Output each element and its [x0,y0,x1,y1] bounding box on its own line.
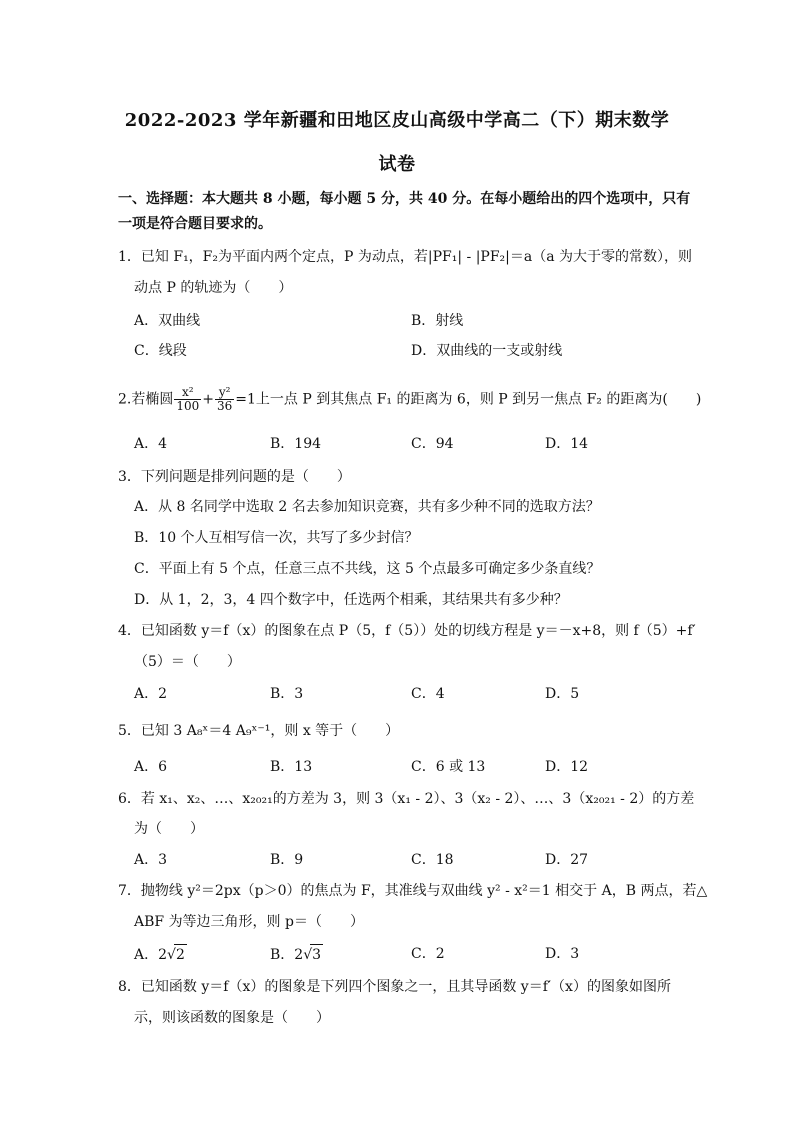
sqrt-icon: √ [167,947,176,963]
q6-stem-line2: 为（ ） [134,821,204,837]
sqrt-icon: √ [303,947,313,963]
q1-stem-line2: 动点 P 的轨迹为（ ） [134,280,293,296]
q2-frac1-numerator: x² [174,386,201,400]
q2-frac1-denominator: 100 [176,399,200,413]
q4-option-a: A．2 [134,686,168,702]
exam-title-line2: 试卷 [378,154,416,175]
q7-option-d: D．3 [545,946,580,962]
q1-option-c: C．线段 [134,343,187,359]
q7-option-b-prefix: B．2 [270,947,304,963]
q2-prefix: 2.若椭圆 [118,391,174,408]
q6-stem-line1: 6．若 x₁、x₂、…、x₂₀₂₁的方差为 3，则 3（x₁ - 2）、3（x₂ - 2）、…、3（x₂₀₂₁ - 2）的方差 [118,791,695,807]
q7-stem-line2: ABF 为等边三角形，则 p＝（ ） [134,914,364,930]
q1-option-d: D．双曲线的一支或射线 [411,343,563,359]
q3-option-c: C．平面上有 5 个点，任意三点不共线，这 5 个点最多可确定多少条直线？ [134,561,601,577]
q3-option-b: B．10 个人互相写信一次，共写了多少封信？ [134,530,419,546]
q6-option-c: C．18 [411,852,454,868]
q7-option-a-prefix: A．2 [134,947,168,963]
q2-option-b: B．194 [270,436,322,452]
q7-stem-line1: 7．抛物线 y²＝2px（p＞0）的焦点为 F，其准线与双曲线 y² - x²＝1 相交于 A，B 两点，若△ [118,883,708,899]
q8-stem-line2: 示，则该函数的图象是（ ） [134,1010,330,1026]
q4-option-c: C．4 [411,686,445,702]
q2-option-a: A．4 [134,436,168,452]
q7-option-b-radicand: 3 [310,944,323,965]
q6-option-b: B．9 [270,852,304,868]
q5-option-c: C．6 或 13 [411,759,486,775]
q3-option-d: D．从 1，2，3，4 四个数字中，任选两个相乘，其结果共有多少种？ [134,592,568,608]
q2-frac2-denominator: 36 [217,399,233,413]
q6-option-d: D．27 [545,852,589,868]
q3-option-a: A．从 8 名同学中选取 2 名去参加知识竞赛，共有多少种不同的选取方法？ [134,499,600,515]
q1-option-a: A．双曲线 [134,313,201,329]
exam-title-line1: 2022-2023 学年新疆和田地区皮山高级中学高二（下）期末数学 [124,110,670,131]
q7-option-c: C．2 [411,946,445,962]
q2-frac2-numerator: y² [215,386,234,400]
q3-stem: 3．下列问题是排列问题的是（ ） [118,469,351,485]
q4-stem-line2: （5）＝（ ） [134,654,241,670]
q2-fraction-x [174,386,201,413]
q8-stem-line1: 8．已知函数 y＝f（x）的图象是下列四个图象之一，且其导函数 y＝f′（x）的图象如图所 [118,979,671,995]
q4-option-b: B．3 [270,686,304,702]
section-heading-line2: 一项是符合题目要求的。 [118,216,272,232]
q5-option-a: A．6 [134,759,168,775]
q5-stem: 5．已知 3 A₈ˣ＝4 A₉ˣ⁻¹，则 x 等于（ ） [118,723,400,739]
q5-option-b: B．13 [270,759,313,775]
q2-fraction-y [215,386,234,413]
q5-option-d: D．12 [545,759,589,775]
q1-option-b: B．射线 [411,313,464,329]
q7-option-b [270,944,323,965]
q2-stem [118,386,701,413]
q2-suffix: =1上一点 P 到其焦点 F₁ 的距离为 6，则 P 到另一焦点 F₂ 的距离为( ) [235,391,702,408]
q4-stem-line1: 4．已知函数 y＝f（x）的图象在点 P（5，f（5））处的切线方程是 y＝－x+8，则 f（5）+f′ [118,623,696,639]
q7-option-a [134,944,187,965]
q4-option-d: D．5 [545,686,580,702]
q6-option-a: A．3 [134,852,168,868]
q1-stem-line1: 1．已知 F₁，F₂为平面内两个定点，P 为动点，若|PF₁| - |PF₂|＝a（a 为大于零的常数），则 [118,249,693,265]
q2-plus: + [202,391,214,408]
q2-option-c: C．94 [411,436,454,452]
q7-option-a-radicand: 2 [174,944,187,965]
q2-option-d: D．14 [545,436,589,452]
section-heading-line1: 一、选择题：本大题共 8 小题，每小题 5 分，共 40 分。在每小题给出的四个选项中，只有 [118,191,691,207]
